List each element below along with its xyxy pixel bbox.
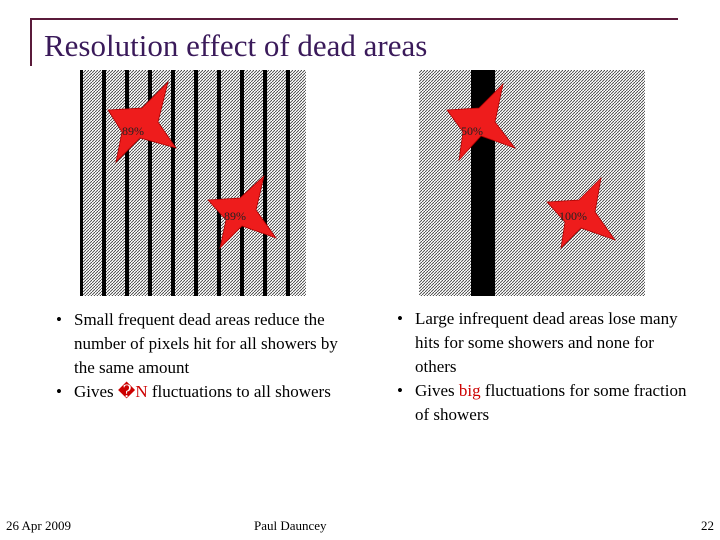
bullet-text-after: fluctuations for some fraction of showers xyxy=(415,381,687,424)
sqrt-n-highlight: �N xyxy=(117,382,148,401)
right-bullet-list xyxy=(397,307,687,427)
right-star-label-1: 50% xyxy=(461,124,483,138)
bullet-text-after: fluctuations to all showers xyxy=(147,382,331,401)
left-dead-area-panel xyxy=(80,70,306,296)
bullet-text-before: Gives xyxy=(74,382,118,401)
bullet-text: Large infrequent dead areas lose many hits for some showers and none for others xyxy=(415,309,678,376)
big-highlight: big xyxy=(458,381,481,400)
bullet-text: Small frequent dead areas reduce the number of pixels hit for all showers by the same amount xyxy=(74,310,338,377)
footer-date: 26 Apr 2009 xyxy=(6,518,71,533)
title-frame-left xyxy=(30,18,32,66)
title-frame-top xyxy=(30,18,678,20)
bullet-item xyxy=(56,380,346,404)
footer-author: Paul Dauncey xyxy=(254,518,327,533)
footer-page-number: 22 xyxy=(701,518,714,533)
right-dead-area-panel xyxy=(419,70,645,296)
slide-title: Resolution effect of dead areas xyxy=(44,28,428,63)
bullet-item xyxy=(56,308,346,380)
left-star-label-1: 89% xyxy=(122,124,144,138)
bullet-text-before: Gives xyxy=(415,381,459,400)
left-bullet-list xyxy=(56,308,346,404)
bullet-item xyxy=(397,307,687,379)
left-star-label-2: 89% xyxy=(224,209,246,223)
right-star-label-2: 100% xyxy=(559,209,587,223)
bullet-item xyxy=(397,379,687,427)
